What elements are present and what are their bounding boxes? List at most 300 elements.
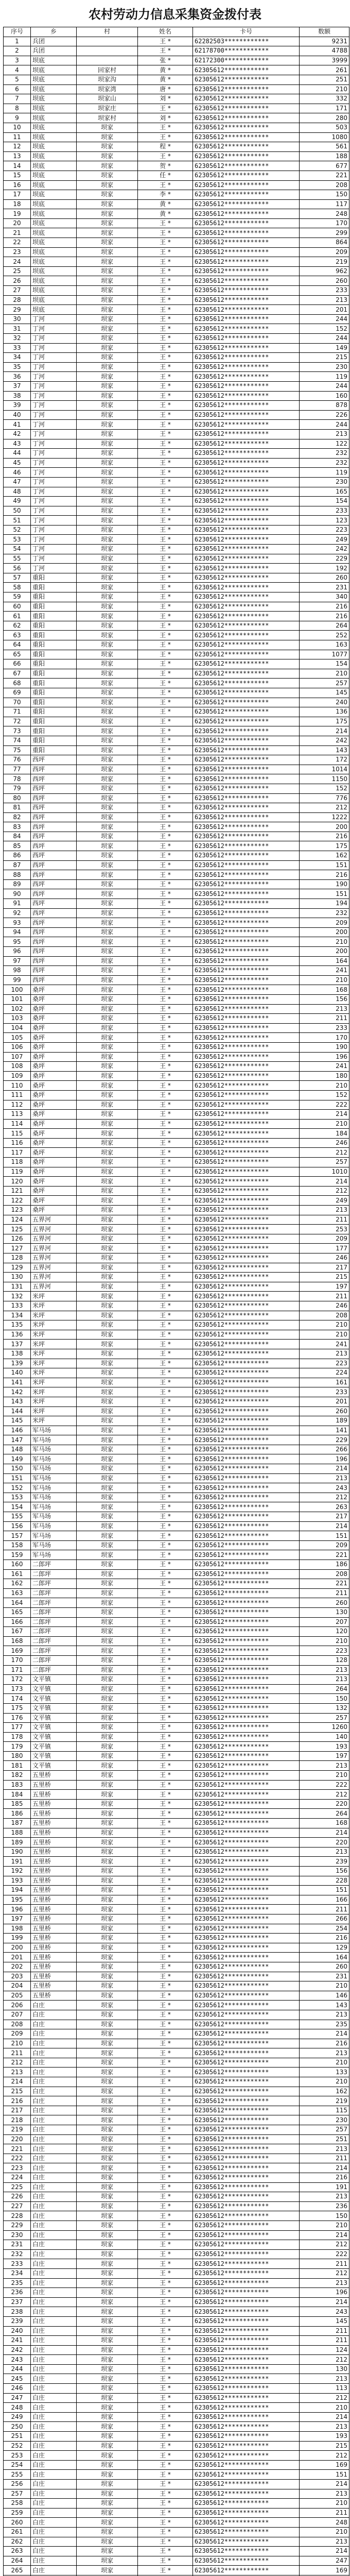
- cell-amount: 212: [300, 1493, 349, 1502]
- cell-name: 王 *: [138, 803, 193, 813]
- cell-village: 坝家: [77, 2460, 138, 2470]
- cell-seq: 244: [4, 2364, 31, 2374]
- cell-amount: 962: [300, 266, 349, 276]
- cell-seq: 200: [4, 1943, 31, 1953]
- cell-amount: 210: [300, 1981, 349, 1991]
- cell-amount: 117: [300, 199, 349, 209]
- table-row: [4, 238, 349, 248]
- cell-seq: 5: [4, 75, 31, 84]
- cell-village: 坝家: [77, 1962, 138, 1972]
- cell-seq: 6: [4, 84, 31, 94]
- cell-seq: 17: [4, 190, 31, 200]
- cell-village: 坝家: [77, 2249, 138, 2259]
- cell-village: 坝家: [77, 1167, 138, 1177]
- cell-name: 王 *: [138, 870, 193, 880]
- cell-name: [138, 2575, 193, 2576]
- cell-card-number: 62305612************: [193, 1023, 300, 1033]
- cell-seq: 24: [4, 257, 31, 267]
- cell-amount: 209: [300, 1234, 349, 1244]
- cell-card-number: 62305612************: [193, 1732, 300, 1742]
- cell-village: 坝家: [77, 295, 138, 305]
- cell-village: 坝家村: [77, 113, 138, 123]
- cell-village: 坝家: [77, 726, 138, 736]
- cell-seq: 51: [4, 516, 31, 526]
- table-row: [4, 1320, 349, 1330]
- table-row: [4, 516, 349, 526]
- table-row: [4, 669, 349, 679]
- table-row: [4, 1607, 349, 1617]
- cell-township: 坝底: [31, 180, 77, 190]
- cell-village: 坝家: [77, 487, 138, 497]
- cell-township: 白庄: [31, 2067, 77, 2077]
- cell-card-number: 62305612************: [193, 324, 300, 334]
- cell-card-number: 62305612************: [193, 238, 300, 248]
- cell-village: 坝家: [77, 602, 138, 612]
- cell-name: 王 *: [138, 1215, 193, 1225]
- cell-seq: 65: [4, 650, 31, 659]
- cell-amount: 214: [300, 1177, 349, 1187]
- cell-seq: 56: [4, 564, 31, 573]
- cell-name: 王 *: [138, 1023, 193, 1033]
- cell-card-number: 62305612************: [193, 1723, 300, 1733]
- table-row: [4, 497, 349, 506]
- cell-card-number: 62305612************: [193, 1809, 300, 1819]
- cell-name: 王 *: [138, 2125, 193, 2135]
- cell-village: 坝家: [77, 420, 138, 430]
- cell-name: 王 *: [138, 592, 193, 602]
- cell-card-number: 62305612************: [193, 1311, 300, 1320]
- cell-card-number: 62305612************: [193, 151, 300, 161]
- cell-seq: 59: [4, 592, 31, 602]
- cell-card-number: 62305612************: [193, 314, 300, 324]
- cell-amount: 231: [300, 583, 349, 592]
- table-row: [4, 592, 349, 602]
- cell-township: 军马场: [31, 1521, 77, 1531]
- cell-township: 二郎坪: [31, 1588, 77, 1598]
- cell-village: 坝家: [77, 2527, 138, 2537]
- cell-township: 五里桥: [31, 1780, 77, 1790]
- cell-name: 刘 *: [138, 113, 193, 123]
- cell-name: 王 *: [138, 2067, 193, 2077]
- cell-name: 王 *: [138, 1263, 193, 1273]
- cell-township: 桑坪: [31, 1071, 77, 1081]
- table-row: [4, 2364, 349, 2374]
- cell-village: 坝家: [77, 2154, 138, 2163]
- cell-seq: 191: [4, 1857, 31, 1867]
- cell-amount: 210: [300, 2527, 349, 2537]
- cell-township: 坝底: [31, 286, 77, 296]
- cell-name: 王 *: [138, 1387, 193, 1397]
- cell-seq: 97: [4, 956, 31, 966]
- cell-township: 白庄: [31, 2173, 77, 2183]
- cell-township: 西坪: [31, 966, 77, 976]
- cell-seq: 243: [4, 2355, 31, 2365]
- cell-name: 王 *: [138, 1684, 193, 1694]
- cell-township: 坝底: [31, 295, 77, 305]
- table-row: [4, 1550, 349, 1560]
- cell-seq: 177: [4, 1723, 31, 1733]
- table-row: [4, 1886, 349, 1895]
- cell-township: 桑坪: [31, 1186, 77, 1196]
- cell-seq: 22: [4, 238, 31, 248]
- table-row: [4, 142, 349, 152]
- table-row: [4, 151, 349, 161]
- cell-seq: 205: [4, 1991, 31, 2001]
- cell-village: 坝家: [77, 870, 138, 880]
- table-row: [4, 1493, 349, 1502]
- cell-seq: 41: [4, 420, 31, 430]
- table-row: [4, 429, 349, 439]
- cell-amount: 241: [300, 966, 349, 976]
- cell-amount: 120: [300, 1627, 349, 1637]
- cell-card-number: 62305612************: [193, 1186, 300, 1196]
- cell-seq: 81: [4, 803, 31, 813]
- cell-village: 坝家: [77, 1627, 138, 1637]
- cell-township: 重阳: [31, 659, 77, 669]
- cell-name: 王 *: [138, 947, 193, 957]
- table-row: [4, 84, 349, 94]
- cell-card-number: 62305612************: [193, 1397, 300, 1406]
- cell-amount: 231: [300, 1972, 349, 1981]
- cell-village: 坝家: [77, 1311, 138, 1320]
- cell-card-number: 62305612************: [193, 899, 300, 909]
- cell-name: 程 *: [138, 142, 193, 152]
- cell-village: 坝家: [77, 2134, 138, 2144]
- cell-village: 坝家: [77, 2297, 138, 2307]
- cell-amount: 212: [300, 1186, 349, 1196]
- table-row: [4, 1378, 349, 1387]
- cell-amount: 214: [300, 1464, 349, 1474]
- cell-seq: 4: [4, 65, 31, 75]
- table-row: [4, 889, 349, 899]
- cell-seq: 128: [4, 1253, 31, 1263]
- cell-seq: 124: [4, 1215, 31, 1225]
- cell-township: 白庄: [31, 2163, 77, 2173]
- cell-name: 王 *: [138, 238, 193, 248]
- cell-name: 王 *: [138, 1607, 193, 1617]
- cell-name: 王 *: [138, 918, 193, 928]
- cell-village: 坝家: [77, 525, 138, 535]
- table-row: [4, 1617, 349, 1627]
- cell-amount: 503: [300, 123, 349, 132]
- table-row: [4, 46, 349, 56]
- cell-seq: 168: [4, 1636, 31, 1646]
- table-row: [4, 851, 349, 861]
- cell-card-number: 62305612************: [193, 908, 300, 918]
- cell-amount: 130: [300, 2364, 349, 2374]
- cell-seq: 176: [4, 1713, 31, 1723]
- cell-amount: 252: [300, 631, 349, 640]
- cell-card-number: 62305612************: [193, 2556, 300, 2566]
- cell-name: 王 *: [138, 1062, 193, 1072]
- cell-seq: 62: [4, 621, 31, 631]
- cell-township: 坝底: [31, 171, 77, 180]
- cell-seq: 93: [4, 918, 31, 928]
- cell-village: 坝家: [77, 985, 138, 995]
- cell-seq: 45: [4, 458, 31, 468]
- cell-village: 坝家: [77, 535, 138, 545]
- cell-amount: [300, 2575, 349, 2576]
- cell-name: 王 *: [138, 908, 193, 918]
- cell-seq: 96: [4, 947, 31, 957]
- cell-seq: 129: [4, 1263, 31, 1273]
- table-row: [4, 937, 349, 947]
- cell-township: 文平镇: [31, 1761, 77, 1771]
- cell-township: 坝底: [31, 161, 77, 171]
- cell-card-number: 62305612************: [193, 2249, 300, 2259]
- cell-village: 坝家: [77, 2077, 138, 2087]
- cell-seq: 116: [4, 1138, 31, 1148]
- cell-seq: 194: [4, 1886, 31, 1895]
- cell-name: 王 *: [138, 1378, 193, 1387]
- cell-amount: 233: [300, 1387, 349, 1397]
- cell-township: 丁河: [31, 353, 77, 363]
- cell-village: 坝家: [77, 1435, 138, 1445]
- cell-seq: 215: [4, 2087, 31, 2096]
- cell-seq: 223: [4, 2163, 31, 2173]
- cell-amount: 163: [300, 640, 349, 650]
- cell-amount: 140: [300, 1732, 349, 1742]
- cell-card-number: 62305612************: [193, 659, 300, 669]
- cell-village: 坝家: [77, 1569, 138, 1579]
- cell-card-number: 62305612************: [193, 2422, 300, 2432]
- cell-amount: 232: [300, 458, 349, 468]
- table-row: [4, 1282, 349, 1292]
- cell-township: 二郎坪: [31, 1627, 77, 1637]
- table-row: [4, 2221, 349, 2230]
- cell-village: 坝家: [77, 2268, 138, 2278]
- table-row: [4, 2499, 349, 2509]
- cell-card-number: 62305612************: [193, 1493, 300, 1502]
- cell-name: 王 *: [138, 2221, 193, 2230]
- header-seq: 序号: [4, 27, 31, 37]
- cell-village: 坝家: [77, 2355, 138, 2365]
- cell-village: 坝家: [77, 334, 138, 344]
- cell-amount: 145: [300, 688, 349, 698]
- cell-seq: 155: [4, 1512, 31, 1522]
- cell-seq: 106: [4, 1042, 31, 1052]
- cell-township: 白庄: [31, 2268, 77, 2278]
- cell-amount: 243: [300, 2307, 349, 2317]
- table-row: [4, 1148, 349, 1158]
- cell-card-number: 62305612************: [193, 784, 300, 793]
- cell-amount: 152: [300, 1090, 349, 1100]
- cell-village: 回家村: [77, 65, 138, 75]
- cell-name: 王 *: [138, 1838, 193, 1848]
- cell-amount: 211: [300, 2259, 349, 2269]
- cell-card-number: 62305612************: [193, 2518, 300, 2528]
- cell-amount: 119: [300, 372, 349, 382]
- cell-seq: 120: [4, 1177, 31, 1187]
- cell-name: 王 *: [138, 439, 193, 449]
- table-row: [4, 2384, 349, 2394]
- table-row: [4, 1253, 349, 1263]
- table-row: [4, 631, 349, 640]
- cell-amount: 210: [300, 1771, 349, 1781]
- table-row: [4, 621, 349, 631]
- cell-village: 坝家: [77, 2470, 138, 2480]
- cell-seq: 195: [4, 1895, 31, 1905]
- cell-village: 坝家: [77, 1694, 138, 1704]
- cell-amount: 9231: [300, 37, 349, 46]
- cell-name: 王 *: [138, 2106, 193, 2115]
- cell-card-number: 62305612************: [193, 247, 300, 257]
- cell-township: 米坪: [31, 1416, 77, 1426]
- cell-card-number: 62305612************: [193, 592, 300, 602]
- cell-amount: 260: [300, 276, 349, 286]
- cell-amount: 213: [300, 1004, 349, 1014]
- cell-seq: 149: [4, 1454, 31, 1464]
- table-row: [4, 1138, 349, 1148]
- cell-amount: 214: [300, 1828, 349, 1838]
- cell-township: 文平镇: [31, 1723, 77, 1733]
- cell-card-number: 62305612************: [193, 640, 300, 650]
- cell-township: 西坪: [31, 889, 77, 899]
- cell-seq: 108: [4, 1062, 31, 1072]
- cell-name: 王 *: [138, 1090, 193, 1100]
- cell-township: 丁河: [31, 516, 77, 526]
- cell-village: 坝家: [77, 966, 138, 976]
- cell-card-number: 62305612************: [193, 1483, 300, 1493]
- cell-township: 白庄: [31, 2087, 77, 2096]
- cell-amount: 222: [300, 2249, 349, 2259]
- cell-name: 王 *: [138, 2163, 193, 2173]
- cell-card-number: 62305612************: [193, 2316, 300, 2326]
- table-row: [4, 1186, 349, 1196]
- cell-name: 王 *: [138, 305, 193, 315]
- cell-card-number: 62305612************: [193, 583, 300, 592]
- cell-card-number: 62305612************: [193, 1004, 300, 1014]
- cell-name: 王 *: [138, 1742, 193, 1752]
- cell-seq: 214: [4, 2077, 31, 2087]
- table-row: [4, 2125, 349, 2135]
- table-row: [4, 2087, 349, 2096]
- cell-card-number: 62305612************: [193, 1406, 300, 1416]
- cell-card-number: 62305612************: [193, 2240, 300, 2250]
- cell-seq: 229: [4, 2221, 31, 2230]
- cell-amount: 213: [300, 1349, 349, 1359]
- cell-amount: 1222: [300, 812, 349, 822]
- cell-village: 坝家: [77, 497, 138, 506]
- cell-card-number: 62305612************: [193, 1838, 300, 1848]
- cell-township: 白庄: [31, 2144, 77, 2154]
- cell-township: 坝底: [31, 113, 77, 123]
- cell-name: 王 *: [138, 535, 193, 545]
- cell-township: 重阳: [31, 592, 77, 602]
- cell-seq: 218: [4, 2115, 31, 2125]
- cell-amount: 221: [300, 1550, 349, 1560]
- table-row: [4, 784, 349, 793]
- cell-township: 白庄: [31, 2010, 77, 2020]
- table-row: [4, 1703, 349, 1713]
- cell-name: 王 *: [138, 1301, 193, 1311]
- cell-township: 白庄: [31, 2566, 77, 2575]
- cell-seq: 63: [4, 631, 31, 640]
- cell-village: 坝家: [77, 353, 138, 363]
- cell-township: 丁河: [31, 381, 77, 391]
- cell-amount: 168: [300, 1819, 349, 1828]
- table-row: [4, 56, 349, 65]
- cell-seq: 239: [4, 2316, 31, 2326]
- cell-township: 白庄: [31, 2508, 77, 2518]
- table-row: [4, 947, 349, 957]
- cell-seq: 197: [4, 1914, 31, 1924]
- cell-amount: 214: [300, 2480, 349, 2489]
- cell-township: 西坪: [31, 860, 77, 870]
- cell-village: 坝家: [77, 1023, 138, 1033]
- table-row: [4, 1962, 349, 1972]
- cell-township: 丁河: [31, 506, 77, 516]
- cell-amount: 197: [300, 1751, 349, 1761]
- cell-card-number: 62305612************: [193, 1598, 300, 1608]
- table-row: [4, 257, 349, 267]
- cell-seq: 2: [4, 46, 31, 56]
- cell-village: 坝家: [77, 1464, 138, 1474]
- cell-township: 西坪: [31, 956, 77, 966]
- cell-township: 西坪: [31, 841, 77, 851]
- cell-village: 坝家: [77, 688, 138, 698]
- cell-card-number: 62305612************: [193, 2364, 300, 2374]
- cell-card-number: 62305612************: [193, 535, 300, 545]
- cell-card-number: 62305612************: [193, 1445, 300, 1454]
- cell-township: 文平镇: [31, 1742, 77, 1752]
- cell-card-number: 62305612************: [193, 1502, 300, 1512]
- cell-name: 王 *: [138, 391, 193, 401]
- cell-card-number: 62305612************: [193, 410, 300, 420]
- cell-township: 西坪: [31, 918, 77, 928]
- cell-seq: 230: [4, 2230, 31, 2240]
- cell-village: 坝家: [77, 2192, 138, 2202]
- cell-card-number: 62305612************: [193, 104, 300, 113]
- cell-village: 坝家: [77, 956, 138, 966]
- cell-card-number: 62305612************: [193, 2173, 300, 2183]
- cell-village: 坝家: [77, 190, 138, 200]
- table-row: [4, 1349, 349, 1359]
- cell-name: 王 *: [138, 1273, 193, 1282]
- cell-card-number: 62305612************: [193, 2221, 300, 2230]
- cell-amount: 132: [300, 1703, 349, 1713]
- cell-seq: 264: [4, 2556, 31, 2566]
- cell-township: 军马场: [31, 1512, 77, 1522]
- cell-card-number: 62305612************: [193, 2230, 300, 2240]
- table-row: [4, 2240, 349, 2250]
- table-row: [4, 1368, 349, 1378]
- table-row: [4, 1196, 349, 1206]
- cell-card-number: 62305612************: [193, 745, 300, 755]
- table-row: [4, 190, 349, 200]
- table-row: [4, 860, 349, 870]
- cell-amount: 201: [300, 1397, 349, 1406]
- cell-township: 军马场: [31, 1550, 77, 1560]
- cell-seq: 185: [4, 1799, 31, 1809]
- cell-township: 米坪: [31, 1320, 77, 1330]
- table-row: [4, 1809, 349, 1819]
- cell-name: 王 *: [138, 1991, 193, 2001]
- cell-card-number: 62305612************: [193, 1196, 300, 1206]
- cell-village: 坝家: [77, 429, 138, 439]
- table-row: [4, 2010, 349, 2020]
- cell-name: 王 *: [138, 2480, 193, 2489]
- cell-seq: 228: [4, 2211, 31, 2221]
- cell-seq: 55: [4, 554, 31, 564]
- cell-name: 王 *: [138, 2259, 193, 2269]
- cell-card-number: 62305612************: [193, 1244, 300, 1253]
- cell-amount: 115: [300, 2106, 349, 2115]
- cell-card-number: 62305612************: [193, 1158, 300, 1167]
- cell-township: 白庄: [31, 2297, 77, 2307]
- cell-seq: 238: [4, 2307, 31, 2317]
- cell-seq: 216: [4, 2096, 31, 2106]
